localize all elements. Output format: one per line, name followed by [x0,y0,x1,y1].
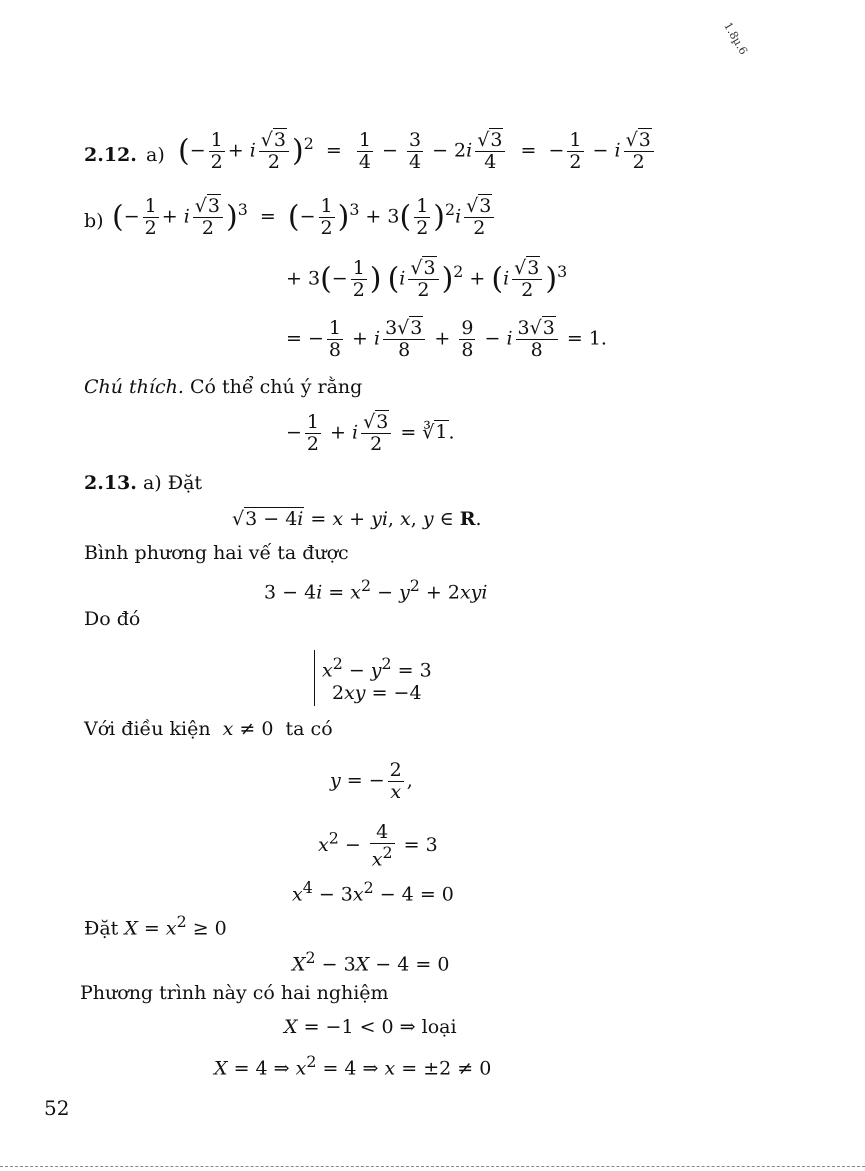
part-b-label: b) [84,210,104,232]
part-a-label-2: a) [142,472,162,494]
condition-text-2: ta có [285,718,333,740]
square-both-sides-text: Bình phương hai vế ta được [84,542,349,564]
page-number: 52 [44,1096,70,1120]
condition-text: Với điều kiện [84,718,211,740]
note-text: Có thể chú ý rằng [189,376,363,398]
equation-2-12b-line1: (− $\frac{1}{2}$ + i $\frac{√3}{2}$ )$^3$ = (− $\frac{1}{2}$ )$^3$ + 3( $\frac{1}{2}$ )$^2$i $\frac{√3}{2}$ [112,196,497,239]
dat-text: Đặt [167,472,203,494]
problem-number-2-12: 2.12. [84,144,137,166]
system-brace [314,650,319,706]
corner-mark: 1.8µ.6 [721,20,750,57]
therefore-text: Do đó [84,608,141,630]
system-eq-1: $x^2 - y^2 = 3$ [322,654,432,682]
equation-2-12b-line2: + 3(− $\frac{1}{2}$ ) (i $\frac{√3}{2}$ )$^2$ + (i $\frac{√3}{2}$ )$^3$ [286,257,568,301]
problem-2-13-header [84,474,202,493]
equation-squared: $3 - 4i = x^2 - y^2 + 2xyi$ [264,576,488,604]
substitution-text: Đặt [84,917,119,940]
problem-number-2-13: 2.13. [84,472,137,494]
part-a-label: a) [146,144,165,166]
root-2: X = 4 ⇒ $x^2 = 4$ ⇒ x = ±2 ≠ 0 [214,1052,492,1080]
system-eq-2: 2xy = −4 [332,682,422,704]
substitution-line: Đặt $X = x^2 \ge 0$ [84,912,227,940]
note-title: Chú thích. [84,376,184,398]
equation-quartic: $x^4 - 3x^2 - 4 = 0$ [292,878,454,906]
note-paragraph [84,378,362,397]
equation-quadratic: $X^2 - 3X - 4 = 0$ [292,948,450,976]
equation-2-12a: (− $\frac{1}{2}$ + i $\frac{√3}{2}$ )$^2$ = $\frac{1}{4}$ − $\frac{3}{4}$ − 2i $\frac{√3}{4}$ = − $\frac{1}{2}$ − i $\frac{√3}{2}$ [178,130,657,173]
condition-line: Với điều kiện x ≠ 0 ta có [84,718,333,740]
equation-cube-root: − $\frac{1}{2}$ + i $\frac{√3}{2}$ = ∛1. [286,411,455,455]
equation-sqrt-definition: √3 − 4i = x + yi, x, y ∈ R. [232,508,482,530]
equation-y: y = − $\frac{2}{x}$ , [330,759,413,803]
equation-x-squared: $x^2$ − $\frac{4}{x^2}$ = 3 [318,821,438,871]
two-roots-text: Phương trình này có hai nghiệm [80,982,389,1004]
equation-2-12b-line3: = − $\frac{1}{8}$ + i $\frac{3√3}{8}$ + $\frac{9}{8}$ − i $\frac{3√3}{8}$ = 1. [286,317,607,361]
bottom-rule [0,1166,865,1167]
rejected-text: loại [421,1016,457,1038]
root-1: X = −1 < 0 ⇒ loại [284,1016,457,1038]
